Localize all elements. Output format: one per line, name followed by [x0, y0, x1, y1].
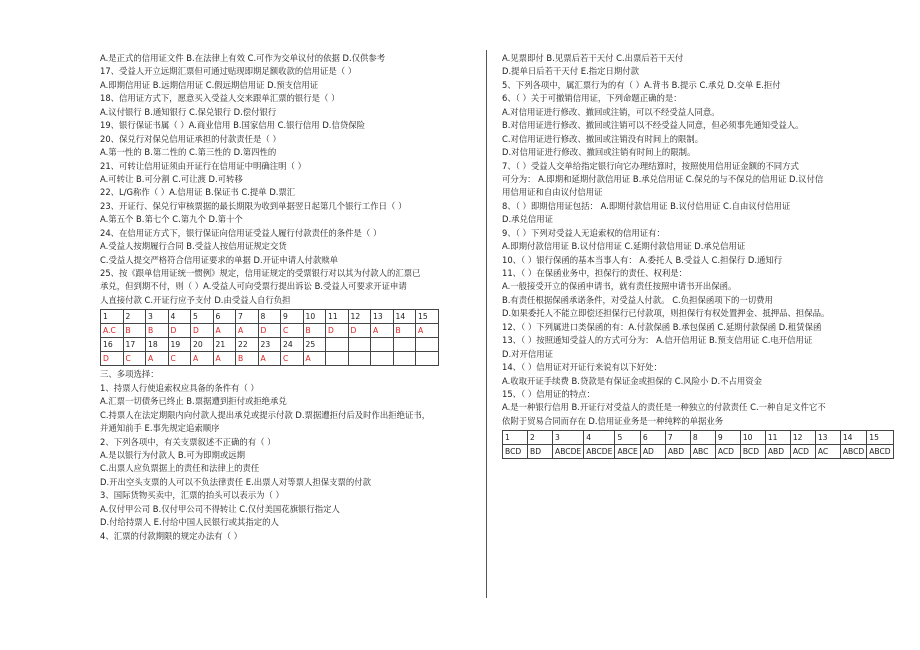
- answer-key-cell: 9: [715, 431, 740, 445]
- text-line: A.即期信用证 B.远期信用证 C.假远期信用证 D.预支信用证: [100, 79, 319, 90]
- column-divider: [486, 50, 487, 598]
- answer-key-cell: D: [101, 352, 124, 366]
- answer-key-cell: B: [393, 324, 416, 338]
- answer-key-cell: [326, 352, 349, 366]
- text-line: 依附于贸易合同而存在 D.信用证业务是一种纯粹的单据业务: [502, 415, 724, 426]
- answer-key-cell: A: [213, 324, 236, 338]
- text-line: 18、信用证方式下，愿意买入受益人交来跟单汇票的银行是（ ）: [100, 93, 340, 104]
- text-line: 三、多项选择：: [100, 369, 159, 380]
- text-line: 11、（ ）在保函业务中，担保行的责任、权利是：: [502, 268, 687, 278]
- answer-key-cell: 11: [326, 310, 349, 324]
- answer-key-row: [101, 338, 439, 352]
- text-line: A.受益人按期履行合同 B.受益人按信用证规定交货: [100, 241, 287, 252]
- answer-key-cell: 10: [303, 310, 326, 324]
- answer-key-cell: 6: [640, 431, 665, 445]
- right-question-block: [502, 52, 914, 428]
- answer-key-cell: A: [258, 352, 281, 366]
- text-line: 25、按《跟单信用证统一惯例》规定，信用证规定的受票银行对以其为付款人的汇票已: [100, 268, 421, 278]
- text-line: 19、银行保证书属（ ）A.商业信用 B.国家信用 C.银行信用 D.信贷保险: [100, 120, 365, 131]
- text-line: 7、（ ）受益人交单给指定银行向它办理结算时，按照使用信用证金额的不同方式: [502, 160, 799, 171]
- answer-key-row: [503, 445, 894, 459]
- answer-key-row: [503, 431, 894, 445]
- text-line: 3、国际货物买卖中，汇票的抬头可以表示为（ ）: [100, 490, 284, 501]
- answer-key-cell: 23: [258, 338, 281, 352]
- text-line: 并通知前手 E.事先规定追索顺序: [100, 423, 220, 434]
- answer-key-cell: 8: [258, 310, 281, 324]
- answer-key-cell: ABCDE: [553, 445, 584, 459]
- answer-key-cell: A: [371, 324, 394, 338]
- answer-key-cell: [393, 338, 416, 352]
- answer-key-cell: [348, 338, 371, 352]
- text-line: 用信用证和自由议付信用证: [502, 187, 603, 198]
- answer-key-cell: A: [416, 324, 439, 338]
- answer-key-cell: ABD: [665, 445, 690, 459]
- answer-key-cell: 25: [303, 338, 326, 352]
- answer-key-cell: 20: [191, 338, 214, 352]
- answer-key-cell: 17: [123, 338, 146, 352]
- answer-key-cell: B: [146, 324, 169, 338]
- text-line: 15、（ ）信用证的特点：: [502, 388, 595, 399]
- answer-key-cell: 9: [281, 310, 304, 324]
- answer-key-cell: 11: [765, 431, 790, 445]
- text-line: D.开出空头支票的人可以不负法律责任 E.出票人对等票人担保支票的付款: [100, 476, 371, 487]
- text-line: A.是以银行为付款人 B.可为即期或远期: [100, 449, 245, 460]
- answer-key-cell: BD: [528, 445, 553, 459]
- answer-key-cell: 15: [416, 310, 439, 324]
- answer-key-cell: B: [123, 324, 146, 338]
- text-line: A.第五个 B.第七个 C.第九个 D.第十个: [100, 214, 243, 225]
- answer-key-cell: 4: [168, 310, 191, 324]
- answer-key-cell: 12: [790, 431, 815, 445]
- answer-key-cell: 7: [236, 310, 259, 324]
- answer-key-cell: BCD: [740, 445, 765, 459]
- text-line: 人直接付款 C.开证行应予支付 D.由受益人自行负担: [100, 294, 291, 305]
- text-line: 17、受益人开立远期汇票但可通过贴现即期足额收款的信用证是（ ）: [100, 66, 357, 77]
- left-answer-key-table: [100, 309, 439, 366]
- text-line: A.第一性的 B.第二性的 C.第三性的 D.第四性的: [100, 147, 277, 158]
- text-line: A.汇票一切债务已终止 B.票据遭到拒付或拒绝承兑: [100, 396, 287, 407]
- text-line: A.见票即付 B.见票后若干天付 C.出票后若干天付: [502, 53, 684, 63]
- answer-key-cell: [371, 338, 394, 352]
- answer-key-cell: 8: [690, 431, 715, 445]
- text-line: 5、下列各项中，属汇票行为的有（ ）A.背书 B.提示 C.承兑 D.交单 E.拒付: [502, 79, 781, 90]
- answer-key-cell: 13: [371, 310, 394, 324]
- text-line: 4、汇票的付款期限的规定办法有（ ）: [100, 530, 242, 541]
- answer-key-cell: A.C: [101, 324, 124, 338]
- text-line: 14、（ ）信用证对开证行来说有以下好处：: [502, 362, 662, 373]
- answer-key-cell: [393, 352, 416, 366]
- answer-key-cell: C: [281, 324, 304, 338]
- answer-key-cell: 2: [528, 431, 553, 445]
- text-line: 可分为： A.即期和延期付款信用证 B.承兑信用证 C.保兑的与不保兑的信用证 D.议付信: [502, 173, 824, 184]
- answer-key-cell: 14: [393, 310, 416, 324]
- text-line: 23、开证行、保兑行审核票据的最长期限为收到单据翌日起第几个银行工作日（ ）: [100, 200, 407, 211]
- answer-key-cell: [326, 338, 349, 352]
- text-line: D.承兑信用证: [502, 214, 553, 225]
- answer-key-cell: 24: [281, 338, 304, 352]
- answer-key-cell: 10: [740, 431, 765, 445]
- answer-key-cell: 16: [101, 338, 124, 352]
- answer-key-row: [101, 352, 439, 366]
- text-line: A.可转让 B.可分割 C.可让渡 D.可转移: [100, 173, 243, 184]
- right-column: [502, 52, 914, 461]
- text-line: 22、L/G称作（ ）A.信用证 B.保证书 C.提单 D.票汇: [100, 187, 296, 198]
- answer-key-cell: 5: [191, 310, 214, 324]
- answer-key-cell: D: [168, 324, 191, 338]
- answer-key-cell: 14: [840, 431, 866, 445]
- text-line: A.议付银行 B.通知银行 C.保兑银行 D.偿付银行: [100, 106, 277, 117]
- text-line: A.是一种银行信用 B.开证行对受益人的责任是一种独立的付款责任 C.一种自足文件它不: [502, 402, 826, 413]
- answer-key-cell: 4: [584, 431, 615, 445]
- text-line: D.对开信用证: [502, 348, 553, 359]
- answer-key-cell: D: [258, 324, 281, 338]
- answer-key-cell: 19: [168, 338, 191, 352]
- answer-key-cell: 12: [348, 310, 371, 324]
- text-line: D.付给持票人 E.付给中国人民银行或其指定的人: [100, 517, 279, 528]
- answer-key-cell: ABCDE: [584, 445, 615, 459]
- text-line: C.出票人应负票据上的责任和法律上的责任: [100, 463, 260, 474]
- text-line: A.收取开证手续费 B.贷款是有保证金或担保的 C.风险小 D.不占用资金: [502, 375, 763, 386]
- answer-key-cell: ABCE: [615, 445, 640, 459]
- answer-key-cell: B: [236, 352, 259, 366]
- answer-key-cell: ABCD: [867, 445, 893, 459]
- text-line: 21、可转让信用证须由开证行在信用证中明确注明（ ）: [100, 160, 306, 171]
- answer-key-cell: A: [236, 324, 259, 338]
- answer-key-cell: A: [191, 352, 214, 366]
- text-line: C.对信用证进行修改、撤回或注销没有时间上的限制。: [502, 133, 704, 144]
- answer-key-cell: ABC: [690, 445, 715, 459]
- answer-key-row: [101, 310, 439, 324]
- answer-key-cell: AD: [640, 445, 665, 459]
- text-line: D.如果委托人不能立即偿还担保行已付款项，则担保行有权处置押金、抵押品、担保品。: [502, 308, 830, 319]
- text-line: 12、（ ）下列属进口类保函的有：A.付款保函 B.承包保函 C.延期付款保函 D.租赁保函: [502, 321, 822, 332]
- text-line: 20、保兑行对保兑信用证承担的付款责任是（ ）: [100, 133, 281, 144]
- text-line: A.即期付款信用证 B.议付信用证 C.延期付款信用证 D.承兑信用证: [502, 241, 746, 252]
- text-line: 13、（ ）按照通知受益人的方式可分为： A.信开信用证 B.预支信用证 C.电开信用证: [502, 335, 813, 346]
- answer-key-cell: 7: [665, 431, 690, 445]
- answer-key-cell: ACD: [715, 445, 740, 459]
- answer-key-cell: C: [123, 352, 146, 366]
- left-column: [100, 52, 472, 543]
- answer-key-cell: 6: [213, 310, 236, 324]
- text-line: A.是正式的信用证文件 B.在法律上有效 C.可作为交单议付的依据 D.仅供参考: [100, 53, 386, 63]
- answer-key-cell: 21: [213, 338, 236, 352]
- answer-key-cell: D: [191, 324, 214, 338]
- answer-key-cell: A: [213, 352, 236, 366]
- answer-key-cell: 1: [503, 431, 528, 445]
- answer-key-cell: BCD: [503, 445, 528, 459]
- text-line: B.有责任根据保函承诺条件，对受益人付款。 C.负担保函项下的一切费用: [502, 294, 773, 305]
- answer-key-cell: ACD: [790, 445, 815, 459]
- answer-key-cell: 3: [146, 310, 169, 324]
- answer-key-cell: 15: [867, 431, 893, 445]
- answer-key-cell: C: [281, 352, 304, 366]
- text-line: 24、在信用证方式下，银行保证向信用证受益人履行付款责任的条件是（ ）: [100, 227, 382, 238]
- answer-key-cell: 2: [123, 310, 146, 324]
- text-line: 9、（ ）下列对受益人无追索权的信用证有：: [502, 227, 665, 238]
- text-line: 8、（ ）即期信用证包括： A.即期付款信用证 B.议付信用证 C.自由议付信用证: [502, 200, 791, 211]
- answer-key-cell: A: [146, 352, 169, 366]
- answer-key-cell: D: [326, 324, 349, 338]
- left-question-block: [100, 52, 472, 307]
- answer-key-cell: [348, 352, 371, 366]
- text-line: 1、持票人行使追索权应具备的条件有（ ）: [100, 382, 259, 393]
- answer-key-cell: 5: [615, 431, 640, 445]
- text-line: A.对信用证进行修改、撤回或注销，可以不经受益人同意。: [502, 106, 720, 117]
- answer-key-cell: A: [303, 352, 326, 366]
- answer-key-cell: ABD: [765, 445, 790, 459]
- answer-key-cell: C: [168, 352, 191, 366]
- text-line: D.提单日后若干天付 E.指定日期付款: [502, 66, 639, 77]
- multiple-choice-block: [100, 368, 472, 543]
- text-line: C.受益人提交严格符合信用证要求的单据 D.开证申请人付款赎单: [100, 254, 339, 265]
- text-line: 10、（ ）银行保函的基本当事人有： A.委托人 B.受益人 C.担保行 D.通知行: [502, 254, 783, 265]
- text-line: 2、下列各项中，有关支票叙述不正确的有（ ）: [100, 436, 276, 447]
- answer-key-cell: 18: [146, 338, 169, 352]
- text-line: A.仅付甲公司 B.仅付甲公司不得转让 C.仅付美国花旗银行指定人: [100, 503, 340, 514]
- answer-key-row: [101, 324, 439, 338]
- answer-key-cell: [416, 338, 439, 352]
- text-line: 6、（ ）关于可撤销信用证，下列命题正确的是：: [502, 93, 682, 104]
- answer-key-cell: 3: [553, 431, 584, 445]
- answer-key-cell: B: [303, 324, 326, 338]
- text-line: C.持票人在法定期限内向付款人提出承兑或提示付款 D.票据遭拒付后及时作出拒绝证书，: [100, 409, 431, 420]
- answer-key-cell: 22: [236, 338, 259, 352]
- text-line: D.对信用证进行修改、撤回或注销有时间上的限制。: [502, 147, 696, 158]
- answer-key-cell: 1: [101, 310, 124, 324]
- answer-key-cell: D: [348, 324, 371, 338]
- answer-key-cell: [416, 352, 439, 366]
- right-answer-key-table: [502, 430, 894, 459]
- answer-key-cell: 13: [815, 431, 840, 445]
- answer-key-cell: AC: [815, 445, 840, 459]
- answer-key-cell: [371, 352, 394, 366]
- text-line: B.对信用证进行修改、撤回或注销可以不经受益人同意，但必须事先通知受益人。: [502, 120, 804, 131]
- text-line: A.一般接受开立的保函申请书，就有责任按照申请书开出保函。: [502, 281, 737, 292]
- answer-key-cell: ABCD: [840, 445, 866, 459]
- text-line: 承兑，但到期不付，则（ ）A.受益人可向受票行提出诉讼 B.受益人可要求开证申请: [100, 281, 407, 292]
